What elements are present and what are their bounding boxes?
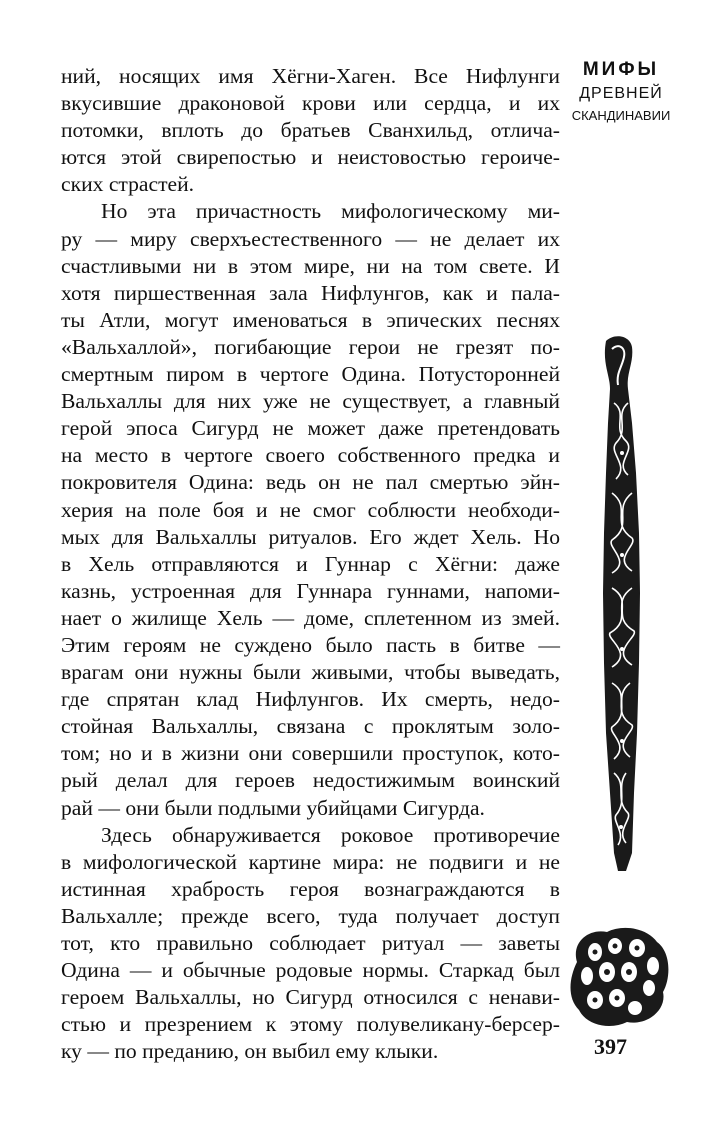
text-line: рай — они были подлыми убийцами Сигурда. [61, 795, 485, 820]
text-line: нает о жилище Хель — доме, сплетенном из змей. [61, 605, 560, 630]
text-line: Вальхалле; прежде всего, туда получает доступ [61, 903, 560, 928]
text-line: потомки, вплоть до братьев Сванхильд, отлича- [61, 118, 560, 143]
text-line: покровителя Одина: ведь он не пал смертью эйн- [61, 470, 560, 495]
paragraph-3 [61, 822, 560, 1066]
text-line: герой эпоса Сигурд не может даже претендовать [61, 416, 560, 441]
paragraph-1 [61, 63, 560, 198]
book-subtitle: ДРЕВНЕЙ [579, 85, 663, 102]
text-line: где спрятан клад Нифлунгов. Их смерть, недо- [61, 687, 560, 712]
text-line: вкусившие драконовой крови или сердца, и их [61, 91, 560, 116]
text-line: тот, кто правильно соблюдает ритуал — заветы [61, 931, 560, 955]
text-line: ты Атли, могут именоваться в эпических песнях [61, 307, 560, 332]
running-header [567, 58, 675, 126]
text-line: «Вальхаллой», погибающие герои не грезят по- [61, 334, 560, 359]
book-title: МИФЫ [582, 59, 660, 80]
text-line: врагам они нужны были живыми, чтобы выведать, [61, 660, 560, 685]
text-line: том; но и в жизни они совершили проступок, кото- [61, 741, 560, 766]
text-line: в Хель отправляются и Гуннар с Хёгни: даже [61, 551, 560, 576]
main-text [61, 63, 560, 1065]
text-line: стойная Вальхаллы, связана с проклятым золо- [61, 714, 560, 739]
text-line: рый делал для героев недостижимым воинский [61, 768, 560, 793]
text-line: херия на поле боя и не смог соблюсти необходи- [61, 497, 560, 522]
text-line: ются этой свирепостью и неистовостью героиче- [61, 145, 560, 170]
text-line: ских страстей. [61, 172, 195, 197]
page-number: 397 [594, 1034, 627, 1059]
text-line: стью и презрением к этому полувеликану-берсер- [61, 1012, 560, 1037]
carved-wooden-post-icon [592, 333, 648, 875]
text-line: смертным пиром в чертоге Одина. Потусторонней [61, 362, 560, 387]
paragraph-2 [61, 198, 560, 821]
text-line: на место в чертоге своего собственного предка и [61, 443, 560, 468]
text-line: мых для Вальхаллы ритуалов. Его ждет Хель. Но [61, 524, 560, 549]
text-line: Вальхаллы для них уже не существует, а главный [61, 389, 560, 414]
text-line: хотя пиршественная зала Нифлунгов, как и пала- [61, 280, 560, 305]
text-line: ру — миру сверхъестественного — не делает их [61, 226, 560, 251]
text-line: Этим героям не суждено было пасть в битве — [61, 632, 560, 657]
text-line: истинная храбрость героя вознаграждаются в [61, 876, 560, 901]
text-line: Одина — и обычные родовые нормы. Старкад был [61, 958, 560, 983]
text-line: в мифологической картине мира: не подвиги и не [61, 849, 560, 874]
text-line: казнь, устроенная для Гуннара гуннами, напоми- [61, 578, 560, 603]
text-line: счастливыми ни в этом мире, ни на том свете. И [61, 253, 560, 278]
text-line: ку — по преданию, он выбил ему клыки. [61, 1039, 439, 1064]
text-line: Здесь обнаруживается роковое противоречие [101, 822, 560, 847]
book-subtitle-2: СКАНДИНАВИИ [571, 108, 671, 123]
text-line: ний, носящих имя Хёгни-Хаген. Все Нифлунги [61, 64, 560, 88]
text-line: Но эта причастность мифологическому ми- [101, 199, 560, 224]
interlace-ornament-icon [567, 922, 673, 1030]
text-line: героем Вальхаллы, но Сигурд относился с ненави- [61, 985, 560, 1010]
